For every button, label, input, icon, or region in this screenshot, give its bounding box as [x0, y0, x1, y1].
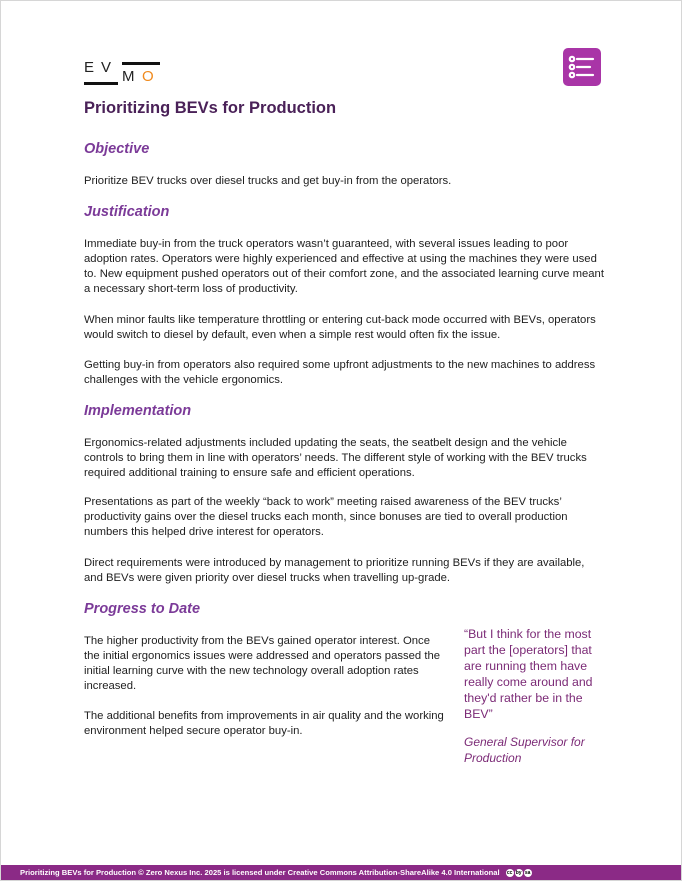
logo-letter-o: O	[142, 68, 154, 85]
by-icon: by	[515, 869, 522, 876]
document-list-icon	[563, 48, 601, 86]
cc-license-icons	[506, 869, 532, 877]
cc-icon: cc	[506, 869, 513, 876]
logo-underline	[84, 82, 118, 85]
implementation-heading: Implementation	[84, 403, 192, 419]
justification-paragraph-3: Getting buy-in from operators also required some upfront adjustments to the new machines to address challenges with the vehicle ergonomics.	[84, 359, 596, 386]
implementation-paragraph-3: Direct requirements were introduced by management to prioritize running BEVs if they are available, and BEVs were given priority over diesel trucks when travelling up-grade.	[84, 557, 585, 584]
sa-icon: sa	[524, 869, 531, 876]
implementation-paragraph-2: Presentations as part of the weekly “back to work” meeting raised awareness of the BEV trucks’ productivity gains over the diesel trucks each month, since bonuses are tied to overall production numbers this helped drive interest for operators.	[84, 496, 568, 538]
progress-paragraph-1: The higher productivity from the BEVs gained operator interest. Once the initial ergonomics issues were addressed and operators passed the initial learning curve with the new technology overall adoption rates increased.	[84, 635, 441, 692]
page-title: Prioritizing BEVs for Production	[84, 99, 337, 117]
logo-letter-e: E	[84, 59, 95, 76]
justification-heading: Justification	[84, 204, 170, 220]
implementation-paragraph-1: Ergonomics-related adjustments included updating the seats, the seatbelt design and the vehicle controls to bring them in line with operators’ needs. The different style of working with the BEV trucks required additional training to ensure safe and efficient operations.	[84, 437, 587, 479]
objective-paragraph: Prioritize BEV trucks over diesel trucks and get buy-in from the operators.	[84, 175, 452, 187]
license-footer	[1, 865, 681, 880]
logo-letter-m: M	[122, 68, 135, 85]
progress-paragraph-2: The additional benefits from improvements in air quality and the working environment helped secure operator buy-in.	[84, 710, 444, 737]
footer-license-text: Prioritizing BEVs for Production © Zero Nexus Inc. 2025 is licensed under Creative Commons Attribution-ShareAlike 4.0 International	[20, 868, 500, 877]
objective-heading: Objective	[84, 141, 150, 157]
pull-quote: “But I think for the most part the [operators] that are running them have really come around and they'd rather be in the BEV”	[464, 627, 593, 721]
justification-paragraph-2: When minor faults like temperature throttling or entering cut-back mode occurred with BEVs, operators would switch to diesel by default, even when a simple rest would often fix the issue.	[84, 314, 596, 341]
justification-paragraph-1: Immediate buy-in from the truck operators wasn’t guaranteed, with several issues leading to poor adoption rates. Operators were highly experienced and effective at using the machines they were used to. New equipment pushed operators out of their comfort zone, and the associated learning curve meant a necessary short-term loss of productivity.	[84, 238, 604, 295]
logo-overline	[122, 62, 160, 65]
progress-heading: Progress to Date	[84, 601, 201, 617]
logo-letter-v: V	[101, 59, 112, 76]
evmo-logo	[84, 59, 164, 87]
quote-attribution: General Supervisor for Production	[464, 735, 585, 765]
